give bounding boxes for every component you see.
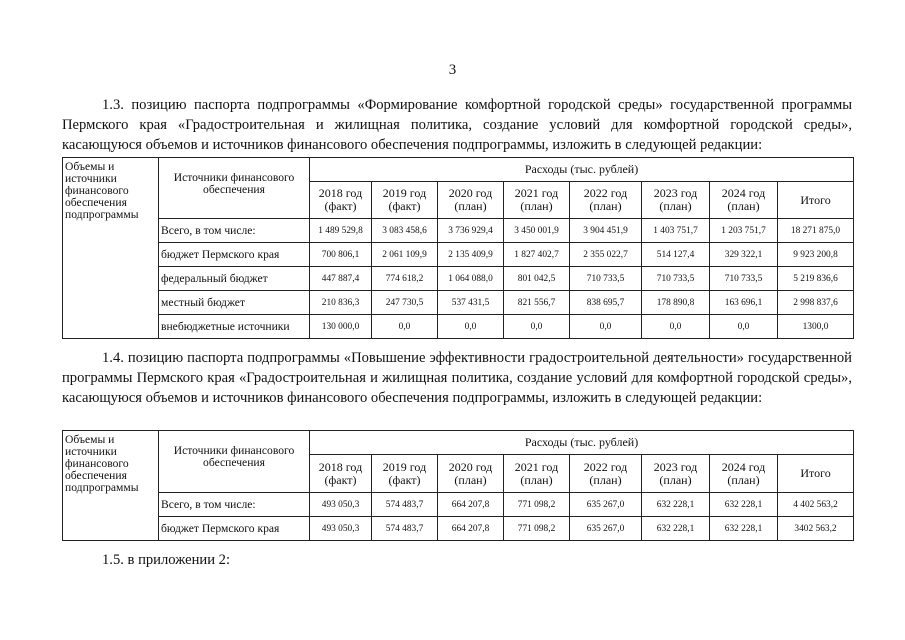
year-header: 2021 год (план) bbox=[504, 182, 570, 219]
total-cell: 1300,0 bbox=[778, 315, 854, 339]
year-header: 2019 год (факт) bbox=[372, 182, 438, 219]
source-cell: Всего, в том числе: bbox=[159, 493, 310, 517]
value-cell: 1 489 529,8 bbox=[310, 219, 372, 243]
value-cell: 574 483,7 bbox=[372, 517, 438, 541]
year-header: 2024 год (план) bbox=[710, 182, 778, 219]
source-cell: бюджет Пермского края bbox=[159, 517, 310, 541]
value-cell: 3 736 929,4 bbox=[438, 219, 504, 243]
value-cell: 710 733,5 bbox=[642, 267, 710, 291]
value-cell: 3 450 001,9 bbox=[504, 219, 570, 243]
value-cell: 0,0 bbox=[570, 315, 642, 339]
year-header: 2024 год (план) bbox=[710, 455, 778, 493]
table-row bbox=[63, 243, 854, 267]
value-cell: 2 135 409,9 bbox=[438, 243, 504, 267]
value-cell: 447 887,4 bbox=[310, 267, 372, 291]
year-header: 2022 год (план) bbox=[570, 455, 642, 493]
year-header: 2023 год (план) bbox=[642, 455, 710, 493]
source-cell: бюджет Пермского края bbox=[159, 243, 310, 267]
value-cell: 247 730,5 bbox=[372, 291, 438, 315]
year-header: 2020 год (план) bbox=[438, 455, 504, 493]
value-cell: 574 483,7 bbox=[372, 493, 438, 517]
table-row bbox=[63, 315, 854, 339]
value-cell: 514 127,4 bbox=[642, 243, 710, 267]
year-header: 2022 год (план) bbox=[570, 182, 642, 219]
value-cell: 1 064 088,0 bbox=[438, 267, 504, 291]
value-cell: 1 403 751,7 bbox=[642, 219, 710, 243]
value-cell: 178 890,8 bbox=[642, 291, 710, 315]
value-cell: 700 806,1 bbox=[310, 243, 372, 267]
paragraph-1-3-text: 1.3. позицию паспорта подпрограммы «Формирование комфортной городской среды» государственной программы Пермского края «Градостроительная и жилищная политика, создание условий для комфортной городской среды», касающуюся объемов и источников финансового обеспечения подпрограммы, изложить в следующей редакции: bbox=[62, 97, 852, 153]
value-cell: 210 836,3 bbox=[310, 291, 372, 315]
value-cell: 664 207,8 bbox=[438, 517, 504, 541]
value-cell: 710 733,5 bbox=[570, 267, 642, 291]
value-cell: 821 556,7 bbox=[504, 291, 570, 315]
total-cell: 18 271 875,0 bbox=[778, 219, 854, 243]
value-cell: 1 827 402,7 bbox=[504, 243, 570, 267]
source-cell: Всего, в том числе: bbox=[159, 219, 310, 243]
value-cell: 632 228,1 bbox=[642, 517, 710, 541]
value-cell: 1 203 751,7 bbox=[710, 219, 778, 243]
year-header: 2018 год (факт) bbox=[310, 182, 372, 219]
sources-header: Источники финансового обеспечения bbox=[159, 158, 310, 219]
total-header: Итого bbox=[778, 455, 854, 493]
value-cell: 3 904 451,9 bbox=[570, 219, 642, 243]
value-cell: 771 098,2 bbox=[504, 493, 570, 517]
value-cell: 771 098,2 bbox=[504, 517, 570, 541]
table-row bbox=[63, 291, 854, 315]
paragraph-1-4 bbox=[62, 348, 852, 408]
value-cell: 632 228,1 bbox=[710, 517, 778, 541]
value-cell: 2 061 109,9 bbox=[372, 243, 438, 267]
value-cell: 710 733,5 bbox=[710, 267, 778, 291]
value-cell: 0,0 bbox=[372, 315, 438, 339]
value-cell: 493 050,3 bbox=[310, 517, 372, 541]
total-cell: 9 923 200,8 bbox=[778, 243, 854, 267]
value-cell: 0,0 bbox=[642, 315, 710, 339]
total-cell: 2 998 837,6 bbox=[778, 291, 854, 315]
paragraph-1-5: 1.5. в приложении 2: bbox=[102, 552, 231, 568]
financing-table-1 bbox=[62, 157, 854, 339]
year-header: 2020 год (план) bbox=[438, 182, 504, 219]
paragraph-1-4-text: 1.4. позицию паспорта подпрограммы «Повышение эффективности градостроительной деятельности» государственной программы Пермского края «Градостроительная и жилищная политика, создание условий для комфортной городской среды», касающуюся объемов и источников финансового обеспечения подпрограммы, изложить в следующей редакции: bbox=[62, 350, 852, 406]
page-number: 3 bbox=[448, 62, 457, 78]
year-header: 2021 год (план) bbox=[504, 455, 570, 493]
value-cell: 537 431,5 bbox=[438, 291, 504, 315]
value-cell: 0,0 bbox=[438, 315, 504, 339]
table-row bbox=[63, 517, 854, 541]
value-cell: 635 267,0 bbox=[570, 493, 642, 517]
total-header: Итого bbox=[778, 182, 854, 219]
value-cell: 0,0 bbox=[710, 315, 778, 339]
value-cell: 329 322,1 bbox=[710, 243, 778, 267]
expenses-header: Расходы (тыс. рублей) bbox=[310, 431, 854, 455]
expenses-header: Расходы (тыс. рублей) bbox=[310, 158, 854, 182]
value-cell: 0,0 bbox=[504, 315, 570, 339]
source-cell: федеральный бюджет bbox=[159, 267, 310, 291]
value-cell: 774 618,2 bbox=[372, 267, 438, 291]
value-cell: 664 207,8 bbox=[438, 493, 504, 517]
table-row bbox=[63, 267, 854, 291]
total-cell: 3402 563,2 bbox=[778, 517, 854, 541]
value-cell: 493 050,3 bbox=[310, 493, 372, 517]
value-cell: 163 696,1 bbox=[710, 291, 778, 315]
table-row bbox=[63, 219, 854, 243]
financing-table-2 bbox=[62, 430, 854, 541]
source-cell: местный бюджет bbox=[159, 291, 310, 315]
paragraph-1-3 bbox=[62, 95, 852, 155]
value-cell: 632 228,1 bbox=[642, 493, 710, 517]
value-cell: 130 000,0 bbox=[310, 315, 372, 339]
value-cell: 632 228,1 bbox=[710, 493, 778, 517]
year-header: 2023 год (план) bbox=[642, 182, 710, 219]
row-label: Объемы и источники финансового обеспечения подпрограммы bbox=[63, 158, 159, 339]
row-label: Объемы и источники финансового обеспечения подпрограммы bbox=[63, 431, 159, 541]
source-cell: внебюджетные источники bbox=[159, 315, 310, 339]
table-row bbox=[63, 493, 854, 517]
value-cell: 3 083 458,6 bbox=[372, 219, 438, 243]
year-header: 2018 год (факт) bbox=[310, 455, 372, 493]
year-header: 2019 год (факт) bbox=[372, 455, 438, 493]
total-cell: 5 219 836,6 bbox=[778, 267, 854, 291]
value-cell: 838 695,7 bbox=[570, 291, 642, 315]
value-cell: 2 355 022,7 bbox=[570, 243, 642, 267]
value-cell: 801 042,5 bbox=[504, 267, 570, 291]
value-cell: 635 267,0 bbox=[570, 517, 642, 541]
sources-header: Источники финансового обеспечения bbox=[159, 431, 310, 493]
total-cell: 4 402 563,2 bbox=[778, 493, 854, 517]
